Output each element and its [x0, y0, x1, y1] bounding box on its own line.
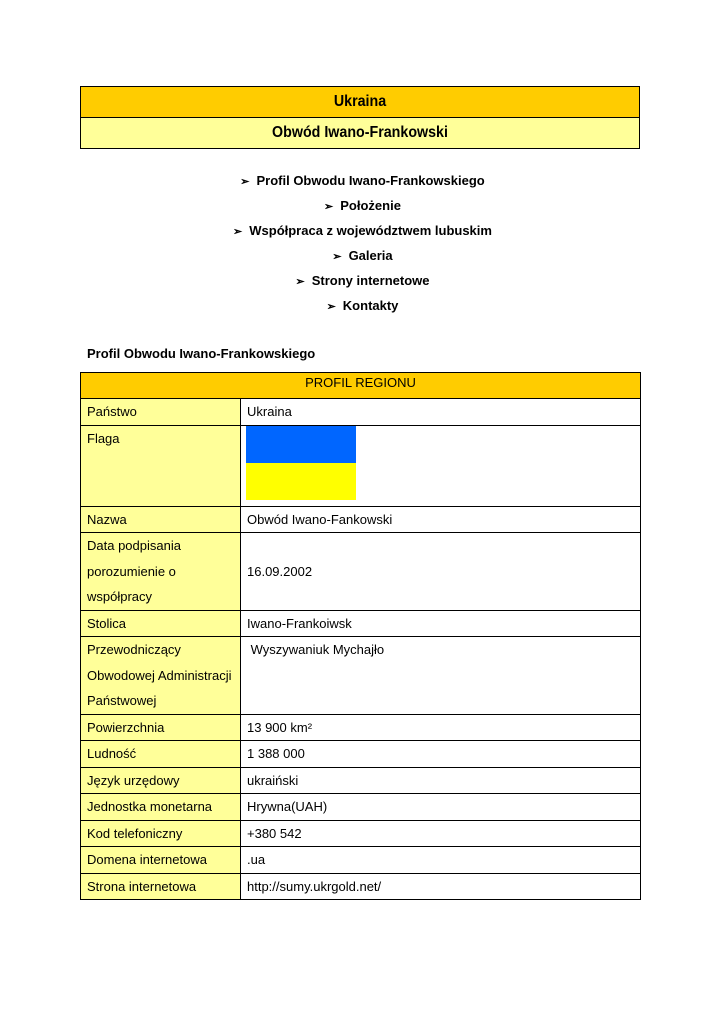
flag-blue-stripe: [246, 426, 356, 463]
table-row: [81, 873, 641, 900]
nav-label[interactable]: Strony internetowe: [311, 273, 430, 288]
arrow-right-icon: ➢: [233, 226, 243, 238]
row-label: Stolica: [81, 610, 241, 637]
arrow-right-icon: ➢: [295, 276, 305, 288]
nav-label[interactable]: Współpraca z województwem lubuskim: [249, 223, 492, 238]
nav-label[interactable]: Położenie: [340, 198, 401, 213]
row-value: 1 388 000: [241, 741, 641, 768]
row-label: Jednostka monetarna: [81, 794, 241, 821]
row-label: Kod telefoniczny: [81, 820, 241, 847]
table-row: [81, 425, 641, 506]
ukraine-flag-image: [246, 426, 356, 500]
row-label: Język urzędowy: [81, 767, 241, 794]
row-label: Flaga: [81, 425, 241, 506]
nav-label[interactable]: Profil Obwodu Iwano-Frankowskiego: [256, 173, 485, 188]
table-row: [81, 767, 641, 794]
website-link[interactable]: http://sumy.ukrgold.net/: [241, 873, 641, 900]
row-label-line: Przewodniczący: [87, 642, 181, 657]
row-label: [81, 533, 241, 611]
row-label: Państwo: [81, 399, 241, 426]
row-value: Hrywna(UAH): [241, 794, 641, 821]
row-label-line: porozumienie o współpracy: [87, 563, 176, 604]
row-value: 13 900 km²: [241, 714, 641, 741]
table-row: [81, 610, 641, 637]
country-title: Ukraina: [333, 93, 387, 110]
flag-yellow-stripe: [246, 463, 356, 500]
row-value: Ukraina: [241, 399, 641, 426]
nav-item-strony[interactable]: [0, 268, 725, 293]
arrow-right-icon: ➢: [324, 201, 334, 213]
row-label: Strona internetowa: [81, 873, 241, 900]
table-heading-row: [81, 373, 641, 399]
table-row: [81, 714, 641, 741]
region-title: Obwód Iwano-Frankowski: [272, 124, 448, 141]
table-row: [81, 399, 641, 426]
row-label: Ludność: [81, 741, 241, 768]
nav-label[interactable]: Galeria: [348, 248, 393, 263]
row-value: Obwód Iwano-Fankowski: [241, 506, 641, 533]
row-label: [81, 637, 241, 715]
title-box: [80, 86, 640, 149]
section-title: Profil Obwodu Iwano-Frankowskiego: [87, 346, 316, 361]
arrow-right-icon: ➢: [332, 251, 342, 263]
table-heading: PROFIL REGIONU: [81, 373, 641, 399]
nav-item-galeria[interactable]: [0, 243, 725, 268]
row-value: 16.09.2002: [247, 563, 313, 579]
arrow-right-icon: ➢: [240, 176, 250, 188]
nav-item-profil[interactable]: [0, 168, 725, 193]
nav-item-wspolpraca[interactable]: [0, 218, 725, 243]
section-nav: [0, 168, 725, 318]
nav-label[interactable]: Kontakty: [342, 298, 399, 313]
table-row: [81, 741, 641, 768]
row-value: Wyszywaniuk Mychajło: [241, 637, 641, 715]
row-label-line: Data podpisania: [87, 538, 181, 553]
table-row: [81, 847, 641, 874]
flag-cell: [241, 425, 641, 506]
row-value: +380 542: [241, 820, 641, 847]
row-label-line: Państwowej: [87, 693, 157, 708]
row-label: Nazwa: [81, 506, 241, 533]
row-value: .ua: [241, 847, 641, 874]
row-label: Domena internetowa: [81, 847, 241, 874]
title-row-region: [81, 118, 639, 148]
table-row: [81, 637, 641, 715]
profile-table: [80, 372, 641, 900]
table-row: [81, 794, 641, 821]
table-row: [81, 533, 641, 611]
table-row: [81, 506, 641, 533]
nav-item-polozenie[interactable]: [0, 193, 725, 218]
row-label-line: Obwodowej Administracji: [87, 667, 232, 683]
row-label: Powierzchnia: [81, 714, 241, 741]
row-value: ukraiński: [241, 767, 641, 794]
table-row: [81, 820, 641, 847]
nav-item-kontakty[interactable]: [0, 293, 725, 318]
row-value: Iwano-Frankoiwsk: [241, 610, 641, 637]
arrow-right-icon: ➢: [326, 301, 336, 313]
row-value-cell: [241, 533, 641, 611]
title-row-country: [81, 87, 639, 118]
